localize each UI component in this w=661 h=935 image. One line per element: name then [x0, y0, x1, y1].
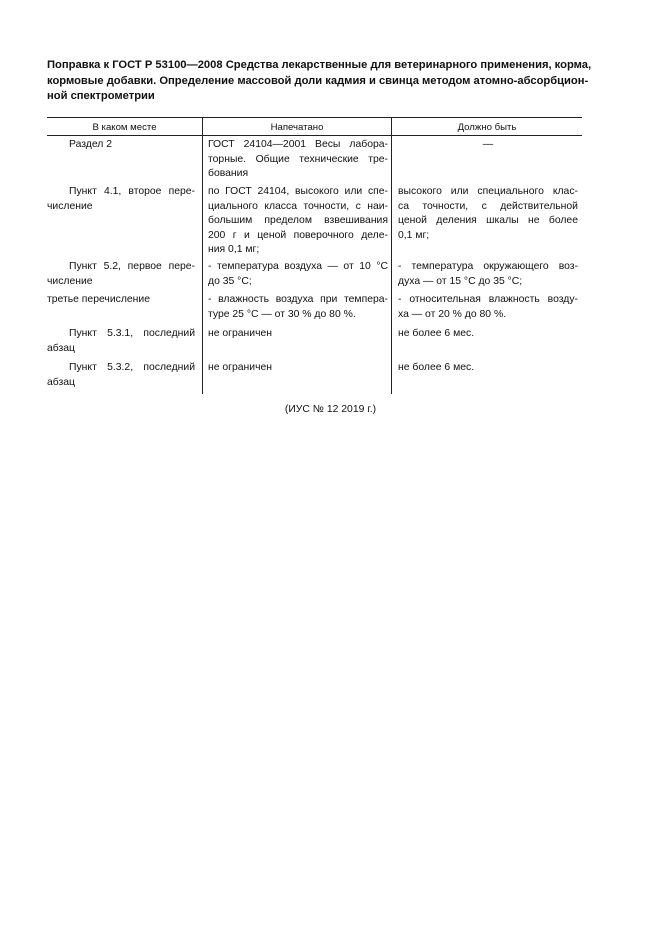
cell-line: высокого или специального клас- — [398, 186, 578, 197]
cell-line: ха — от 20 % до 80 %. — [398, 308, 507, 320]
table-cell-place — [47, 293, 195, 308]
column-divider — [202, 118, 203, 394]
cell-line: не более 6 мес. — [398, 328, 475, 339]
table-cell-printed — [208, 293, 388, 322]
cell-line: 0,1 мг; — [398, 229, 430, 241]
table-cell-should — [398, 361, 578, 376]
document-title — [47, 58, 595, 105]
header-printed: Напечатано — [270, 122, 324, 133]
table-cell-place — [47, 185, 195, 214]
cell-line: большим пределом взвешивания — [208, 215, 388, 227]
cell-line: туре 25 °С — от 30 % до 80 %. — [208, 308, 356, 320]
cell-line: са точности, с действительной — [398, 200, 578, 212]
cell-line: - температура окружающего воз- — [398, 261, 578, 272]
title-line: кормовые добавки. Определение массовой доли кадмия и свинца методом атомно-абсорбцион- — [47, 74, 589, 87]
cell-line: духа — от 15 °С до 35 °С; — [398, 275, 523, 287]
cell-line: числение — [47, 275, 93, 287]
cell-line: не ограничен — [208, 362, 273, 373]
cell-line: — — [482, 139, 494, 150]
column-divider — [391, 118, 392, 394]
table-cell-place — [47, 327, 195, 356]
correction-table — [47, 117, 582, 136]
cell-line: 200 г и ценой поверочного деле- — [208, 229, 388, 241]
table-cell-printed — [208, 260, 388, 289]
cell-line: ГОСТ 24104—2001 Весы лабора- — [208, 139, 388, 150]
table-cell-place — [47, 361, 195, 390]
cell-line: третье перечисление — [47, 294, 151, 305]
cell-line: циального класса точности, с наи- — [208, 200, 388, 212]
cell-line: не ограничен — [208, 328, 273, 339]
cell-line: до 35 °С; — [208, 275, 252, 287]
table-cell-printed — [208, 138, 388, 182]
table-cell-printed — [208, 327, 388, 342]
cell-line: - относительная влажность возду- — [398, 294, 578, 305]
cell-line: не более 6 мес. — [398, 362, 475, 373]
cell-line: Пункт 5.2, первое пере- — [69, 261, 195, 272]
table-header — [47, 118, 582, 136]
table-cell-printed — [208, 361, 388, 376]
cell-line: по ГОСТ 24104, высокого или спе- — [208, 186, 388, 197]
cell-line: Пункт 4.1, второе пере- — [69, 186, 195, 197]
title-line: Поправка к ГОСТ Р 53100—2008 Средства лекарственные для ветеринарного применения, корма, — [47, 59, 592, 71]
cell-line: торные. Общие технические тре- — [208, 153, 388, 165]
header-place: В каком месте — [92, 122, 157, 133]
cell-line: абзац — [47, 342, 75, 354]
cell-line: абзац — [47, 376, 75, 388]
table-cell-place — [47, 138, 195, 153]
table-cell-should — [398, 293, 578, 322]
table-cell-should — [398, 185, 578, 243]
table-cell-should — [398, 138, 578, 153]
cell-line: Пункт 5.3.2, последний — [69, 362, 195, 373]
table-cell-should — [398, 327, 578, 342]
cell-line: ния 0,1 мг; — [208, 244, 260, 256]
table-cell-place — [47, 260, 195, 289]
title-line: ной спектрометрии — [47, 90, 155, 102]
cell-line: - температура воздуха — от 10 °С — [208, 261, 388, 272]
cell-line: Пункт 5.3.1, последний — [69, 328, 195, 339]
table-cell-should — [398, 260, 578, 289]
footer-note: (ИУС № 12 2019 г.) — [284, 404, 377, 415]
table-cell-printed — [208, 185, 388, 258]
cell-line: Раздел 2 — [69, 139, 113, 150]
cell-line: бования — [208, 168, 249, 180]
cell-line: числение — [47, 200, 93, 212]
header-should-be: Должно быть — [457, 122, 517, 133]
cell-line: - влажность воздуха при темпера- — [208, 294, 388, 305]
cell-line: ценой деления шкалы не более — [398, 215, 578, 227]
